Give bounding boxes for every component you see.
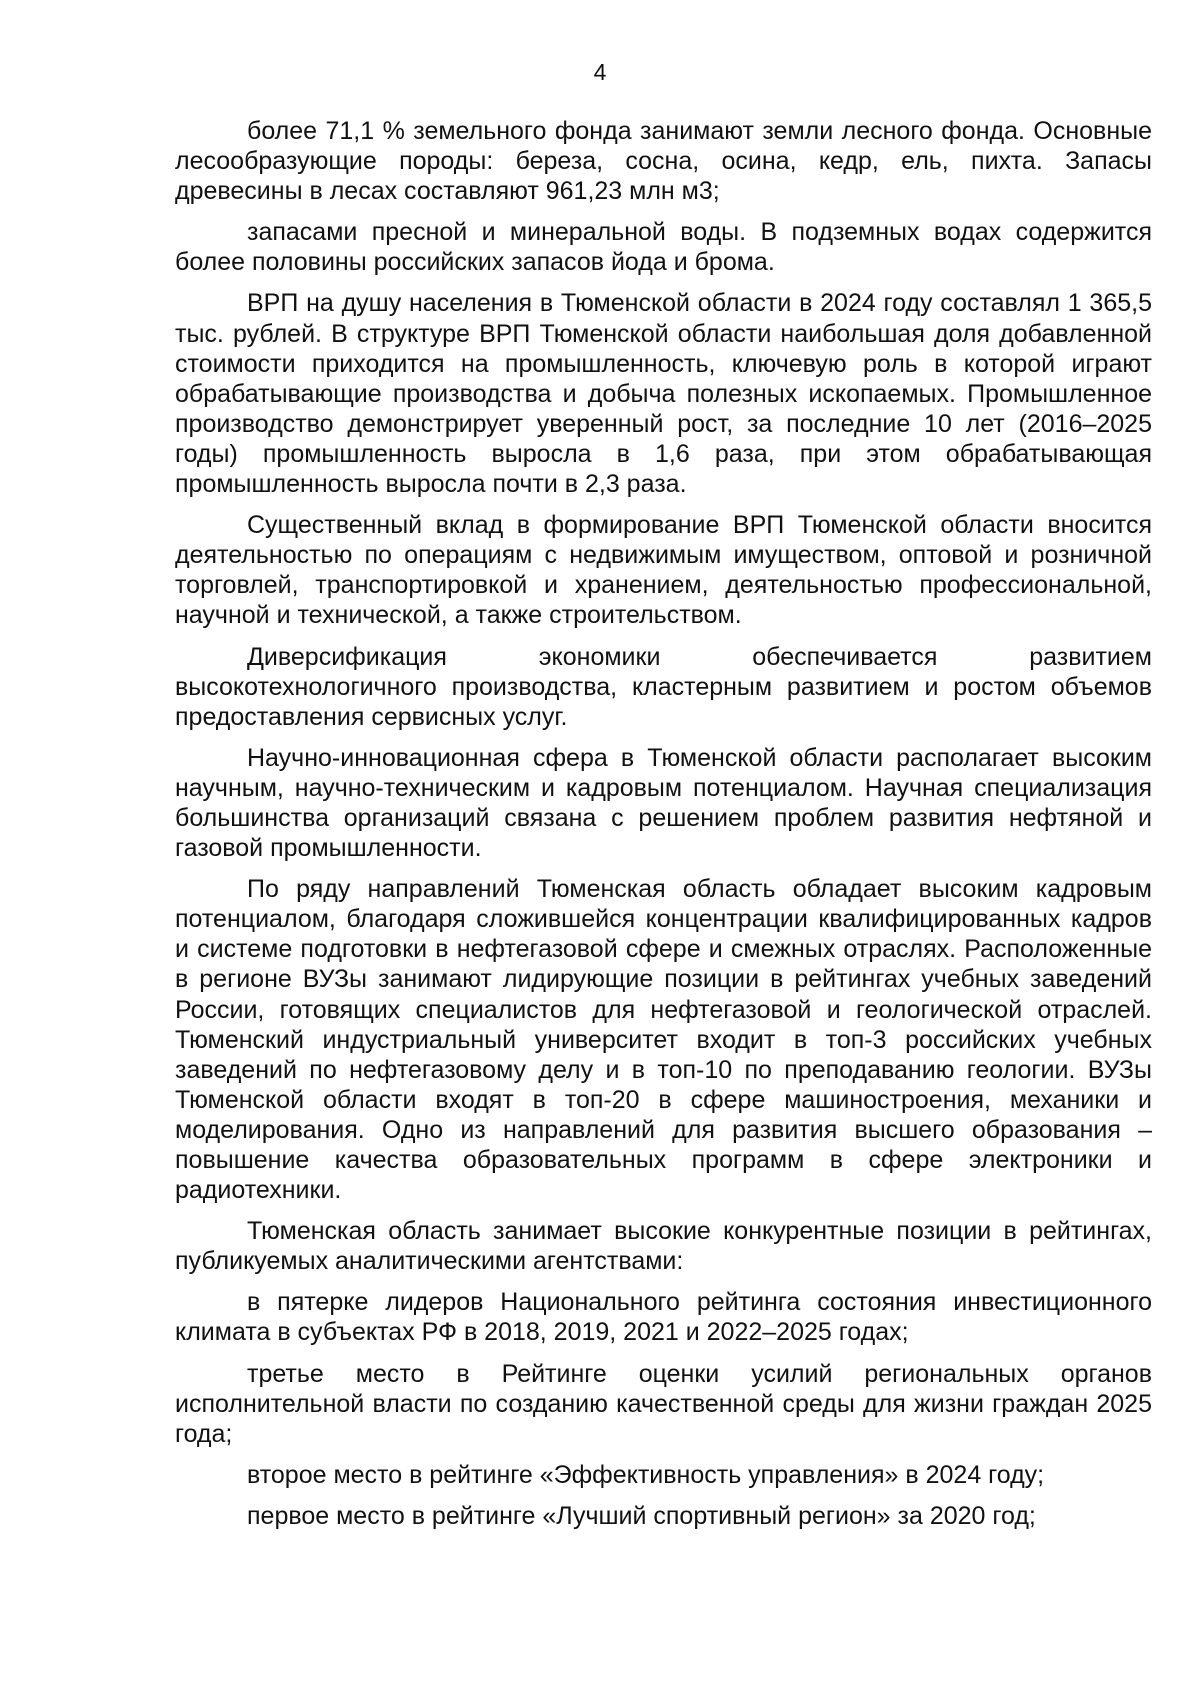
- paragraph-human-capital: По ряду направлений Тюменская область обладает высоким кадровым потенциалом, благодаря сложившейся концентрации квалифицированных кадров и системе подготовки в нефтегазовой сфере и смежных отраслях. Расположенные в регионе ВУЗы занимают лидирующие позиции в рейтингах учебных заведений России, готовящих специалистов для нефтегазовой и геологической отраслей. Тюменский индустриальный университет входит в топ-3 российских учебных заведений по нефтегазовому делу и в топ-10 по преподаванию геологии. ВУЗы Тюменской области входят в топ-20 в сфере машиностроения, механики и моделирования. Одно из направлений для развития высшего образования – повышение качества образовательных программ в сфере электроники и радиотехники.: [175, 875, 1152, 1205]
- paragraph-ratings-intro: Тюменская область занимает высокие конкурентные позиции в рейтингах, публикуемых аналитическими агентствами:: [175, 1217, 1152, 1276]
- paragraph-rating-sports: первое место в рейтинге «Лучший спортивный регион» за 2020 год;: [247, 1501, 1036, 1530]
- paragraph-diversification: Диверсификация экономики обеспечивается развитием высокотехнологичного производства, кластерным развитием и ростом объемов предоставления сервисных услуг.: [175, 642, 1152, 731]
- paragraph-science-innovation: Научно-инновационная сфера в Тюменской области располагает высоким научным, научно-техническим и кадровым потенциалом. Научная специализация большинства организаций связана с решением проблем развития нефтяной и газовой промышленности.: [175, 743, 1152, 863]
- paragraph-water-resources: запасами пресной и минеральной воды. В подземных водах содержится более половины российских запасов йода и брома.: [175, 218, 1152, 277]
- document-body: [175, 116, 1152, 1542]
- paragraph-rating-living-environment: третье место в Рейтинге оценки усилий региональных органов исполнительной власти по созданию качественной среды для жизни граждан 2025 года;: [175, 1359, 1152, 1448]
- paragraph-rating-governance: второе место в рейтинге «Эффективность управления» в 2024 году;: [247, 1460, 1045, 1489]
- paragraph-rating-investment: в пятерке лидеров Национального рейтинга состояния инвестиционного климата в субъектах РФ в 2018, 2019, 2021 и 2022–2025 годах;: [175, 1288, 1152, 1347]
- page-number: 4: [593, 59, 607, 85]
- paragraph-grp-contributors: Существенный вклад в формирование ВРП Тюменской области вносится деятельностью по операциям с недвижимым имуществом, оптовой и розничной торговлей, транспортировкой и хранением, деятельностью профессиональной, научной и технической, а также строительством.: [175, 511, 1152, 630]
- paragraph-land-fund: более 71,1 % земельного фонда занимают земли лесного фонда. Основные лесообразующие породы: береза, сосна, осина, кедр, ель, пихта. Запасы древесины в лесах составляют 961,23 млн м3;: [175, 117, 1152, 206]
- paragraph-grp-per-capita: ВРП на душу населения в Тюменской области в 2024 году составлял 1 365,5 тыс. рублей. В структуре ВРП Тюменской области наибольшая доля добавленной стоимости приходится на промышленность, ключевую роль в которой играют обрабатывающие производства и добыча полезных ископаемых. Промышленное производство демонстрирует уверенный рост, за последние 10 лет (2016–2025 годы) промышленность выросла в 1,6 раза, при этом обрабатывающая промышленность выросла почти в 2,3 раза.: [175, 289, 1152, 499]
